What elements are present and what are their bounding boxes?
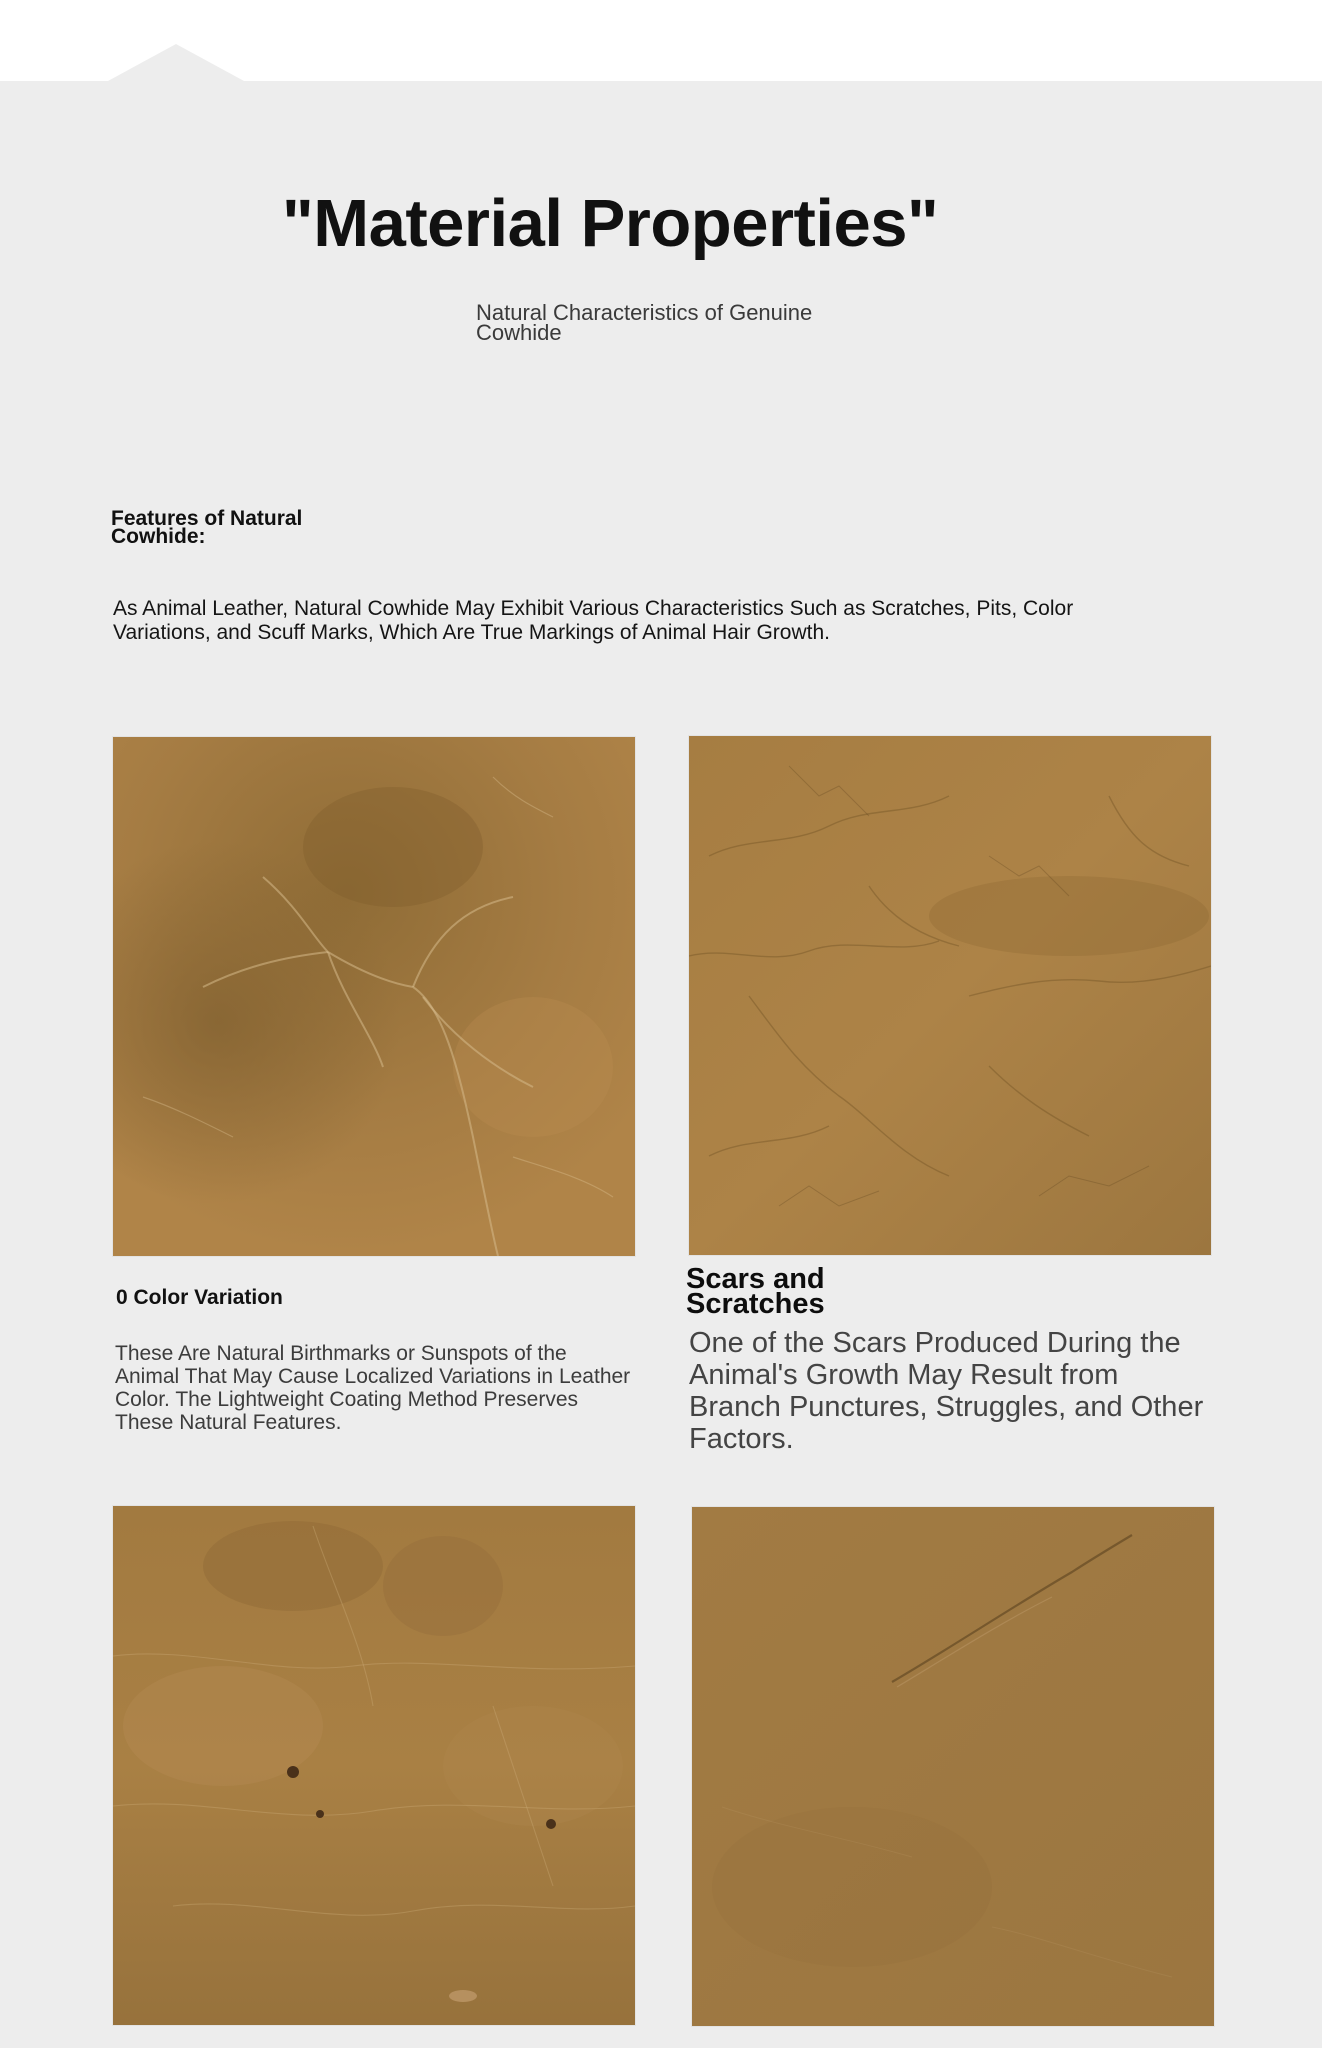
features-intro: As Animal Leather, Natural Cowhide May Exhibit Various Characteristics Such as Scratches, Pits, Color Variations, and Scuff Marks, Which Are True Markings of Animal Hair Growth. <box>113 597 1074 644</box>
scars-scratches-description: One of the Scars Produced During the Animal's Growth May Result from Branch Punctures, Struggles, and Other Factors. <box>689 1327 1204 1455</box>
color-variation-description: These Are Natural Birthmarks or Sunspots of the Animal That May Cause Localized Variations in Leather Color. The Lightweight Coating Method Preserves These Natural Features. <box>115 1342 631 1434</box>
features-heading: Features of Natural Cowhide: <box>111 507 303 548</box>
leather-swatch-scars-scratches <box>689 736 1211 1255</box>
panel-peak-decoration <box>108 44 244 81</box>
page-title: "Material Properties" <box>282 186 939 261</box>
leather-swatch-color-variation <box>113 737 635 1256</box>
leather-swatch-scuff-marks <box>692 1507 1214 2026</box>
leather-swatch-pits <box>113 1506 635 2025</box>
color-variation-title: 0 Color Variation <box>116 1286 283 1309</box>
scars-scratches-title: Scars and Scratches <box>686 1263 825 1320</box>
page-subtitle: Natural Characteristics of Genuine Cowhide <box>476 300 813 345</box>
